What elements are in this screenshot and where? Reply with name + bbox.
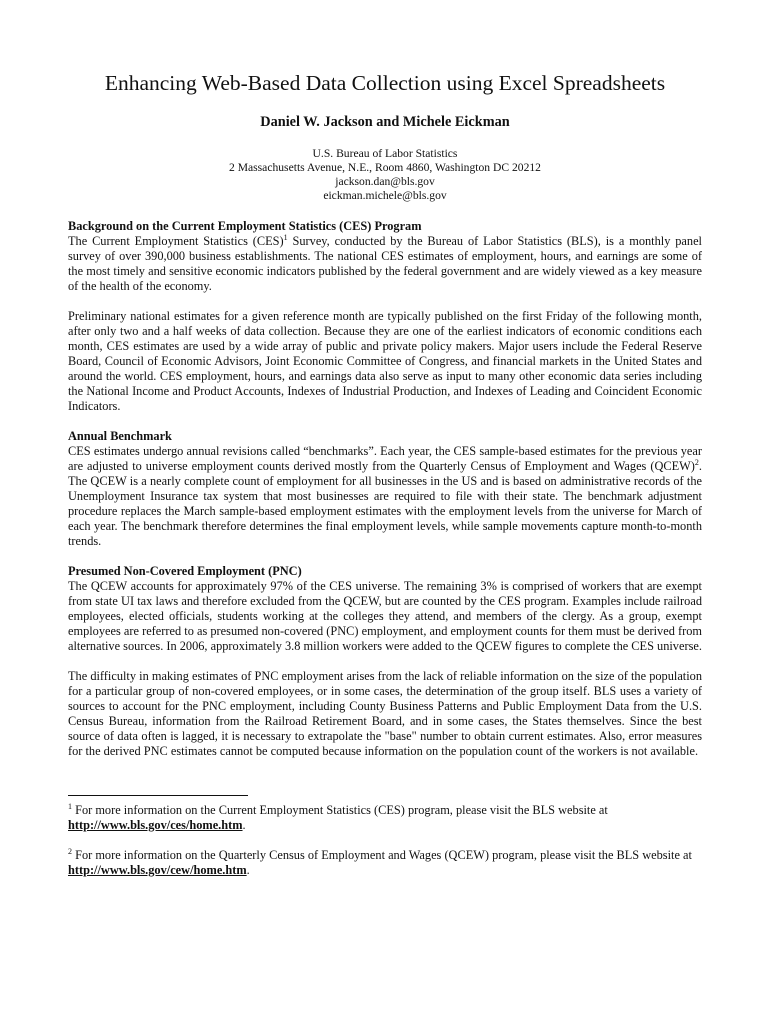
text-run: The Current Employment Statistics (CES) [68, 234, 284, 248]
footnote-period: . [242, 818, 246, 832]
paragraph [68, 564, 702, 654]
footnote-number: 1 [68, 802, 72, 811]
footnote-ref: 2 [694, 458, 699, 467]
text-run: Survey, conducted by the Bureau of Labor Statistics (BLS), is a monthly panel survey of over 390,000 business establishments. The national CES estimates of employment, hours, and earnings are some of the most timely and sensitive economic indicators published by the federal government and are widely viewed as a key measure of the health of the economy. [68, 234, 702, 293]
affiliation-org: U.S. Bureau of Labor Statistics [312, 147, 458, 160]
footnote-ref: 1 [283, 233, 288, 242]
footnote-period: . [246, 863, 250, 877]
paragraph: Preliminary national estimates for a given reference month are typically published on the first Friday of the following month, after only two and a half weeks of data collection. Because they are one of the earliest indicators of economic conditions each month, CES estimates are used by a wide array of public and private policy makers. Major users include the Federal Reserve Board, Council of Economic Advisors, Joint Economic Committee of Congress, and financial markets in the United States and around the world. CES employment, hours, and earnings data also serve as input to many other economic data series including the National Income and Product Accounts, Indexes of Industrial Production, and Indexes of Leading and Coincident Economic Indicators. [68, 309, 702, 413]
footnotes [68, 803, 708, 878]
author-email-2: eickman.michele@bls.gov [323, 189, 447, 202]
ces-home-link[interactable]: http://www.bls.gov/ces/home.htm [68, 818, 243, 832]
footnote [68, 803, 708, 833]
author-email-1: jackson.dan@bls.gov [335, 175, 435, 188]
text-run: The QCEW accounts for approximately 97% of the CES universe. The remaining 3% is comprised of workers that are exempt from state UI tax laws and therefore excluded from the QCEW, but are counted by the CES program. Examples include railroad employees, elected officials, students working at the colleges they attend, and members of the clergy. As a group, exempt employees are referred to as presumed non-covered (PNC) employment, and employment counts for them must be derived from alternative sources. In 2006, approximately 3.8 million workers were added to the QCEW figures to complete the CES universe. [68, 579, 702, 653]
affiliation-block [0, 147, 770, 203]
paragraph [68, 429, 702, 549]
cew-home-link[interactable]: http://www.bls.gov/cew/home.htm [68, 863, 247, 877]
section-pnc [68, 564, 702, 759]
footnote-number: 2 [68, 847, 72, 856]
footnote-text: For more information on the Quarterly Census of Employment and Wages (QCEW) program, please visit the BLS website at [72, 848, 692, 862]
author-names: Daniel W. Jackson and Michele Eickman [260, 114, 510, 130]
footnote [68, 848, 708, 878]
text-run: CES estimates undergo annual revisions called “benchmarks”. Each year, the CES sample-based estimates for the previous year are adjusted to universe employment counts derived mostly from the Quarterly Census of Employment and Wages (QCEW) [68, 444, 702, 473]
footnote-text: For more information on the Current Employment Statistics (CES) program, please visit the BLS website at [72, 803, 608, 817]
section-heading: Annual Benchmark [68, 429, 172, 443]
section-annual-benchmark [68, 429, 702, 549]
section-heading: Presumed Non-Covered Employment (PNC) [68, 564, 302, 578]
affiliation-address: 2 Massachusetts Avenue, N.E., Room 4860, Washington DC 20212 [229, 161, 541, 174]
paper-title: Enhancing Web-Based Data Collection using Excel Spreadsheets [104, 71, 666, 95]
text-run: . The QCEW is a nearly complete count of employment for all businesses in the US and is based on administrative records of the Unemployment Insurance tax system that most businesses are required to file with their state. The benchmark adjustment procedure replaces the March sample-based employment estimates with the employment levels from the universe for March of each year. The benchmark therefore determines the final employment levels, while sample movements capture month-to-month trends. [68, 459, 702, 548]
section-heading: Background on the Current Employment Statistics (CES) Program [68, 219, 422, 233]
paragraph: The difficulty in making estimates of PNC employment arises from the lack of reliable information on the size of the population for a particular group of non-covered employees, or in some cases, the determination of the group itself. BLS uses a variety of sources to account for the PNC employment, including County Business Patterns and Public Employment Data from the U.S. Census Bureau, information from the Railroad Retirement Board, and in some cases, the States themselves. Since the best source of data often is lagged, it is necessary to extrapolate the "base" number to obtain current estimates. Also, error measures for the derived PNC estimates cannot be computed because information on the population count of the workers is not available. [68, 669, 702, 758]
section-background [68, 219, 702, 414]
footnote-divider [68, 795, 248, 796]
paragraph [68, 219, 702, 294]
paper-body [68, 219, 702, 759]
